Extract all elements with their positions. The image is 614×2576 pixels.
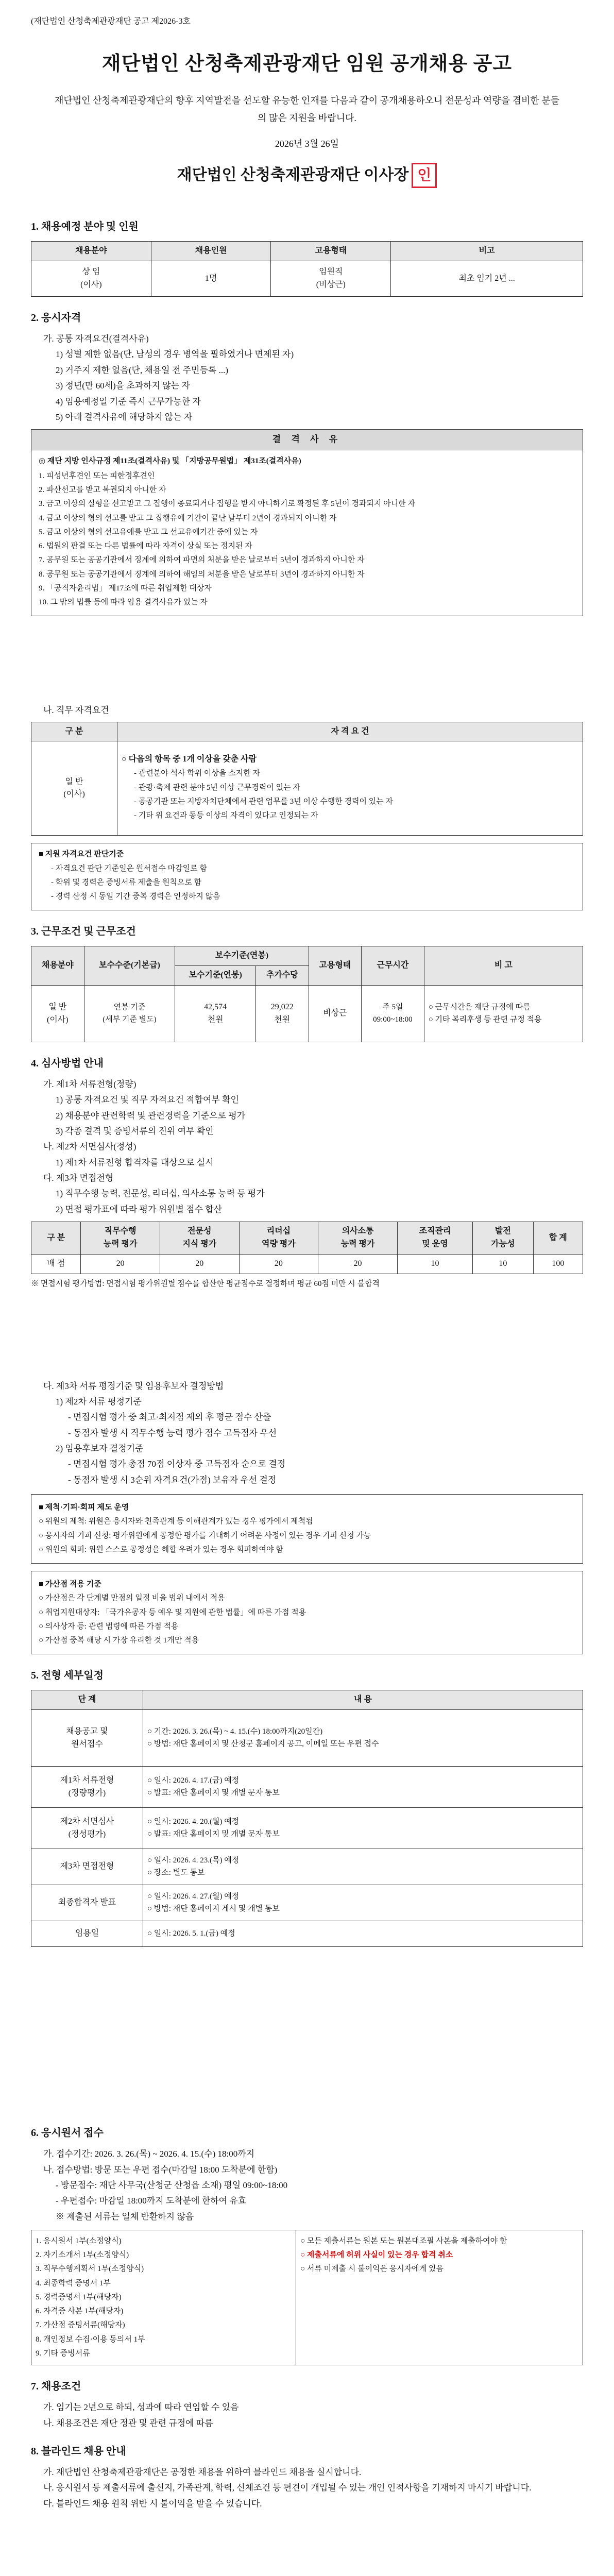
documents-table (31, 2230, 583, 2365)
list-item: ○ 취업지원대상자: 「국가유공자 등 예우 및 지원에 관한 법률」에 따른 가점 적용 (39, 1608, 306, 1617)
page-title: 재단법인 산청축제관광재단 임원 공개채용 공고 (101, 53, 513, 75)
section-5-heading: 5. 전형 세부일정 (31, 1670, 104, 1682)
recusal-list (39, 1502, 575, 1556)
col-header: 구 분 (31, 1222, 81, 1255)
col-header: 전문성 지식 평가 (160, 1222, 239, 1255)
table-row (31, 1710, 583, 1767)
list-item: 2) 임용후보자 결정기준 (56, 1444, 144, 1454)
table-cell: 20 (81, 1254, 160, 1274)
list-item: 6. 법원의 판결 또는 다른 법률에 따라 자격이 상실 또는 정지된 자 (39, 542, 252, 551)
col-header: 자 격 요 건 (117, 722, 583, 741)
col-header: 근무시간 (362, 946, 424, 986)
list-item: - 관련분야 석사 학위 이상을 소지한 자 (134, 769, 260, 778)
table-cell: 최종합격자 발표 (31, 1885, 143, 1921)
list-item: ■ 가산점 적용 기준 (39, 1580, 101, 1589)
signer-name: 재단법인 산청축제관광재단 이사장 (177, 166, 409, 183)
list-item: ○ 의사상자 등: 관련 법령에 따른 가점 적용 (39, 1622, 179, 1631)
note-list (39, 863, 575, 903)
table-cell: 배 점 (31, 1254, 81, 1274)
col-header: 비고 (391, 242, 583, 261)
list-item: ○ 가산점 중복 해당 시 가장 유리한 것 1개만 적용 (39, 1636, 199, 1645)
list-item: ○ 모든 제출서류는 원본 또는 원본대조필 사본을 제출하여야 함 (300, 2236, 507, 2245)
conditions-list (31, 2401, 583, 2430)
table-cell: ○ 일시: 2026. 4. 23.(목) 예정 ○ 장소: 별도 통보 (143, 1849, 583, 1885)
box-subtitle: ◎ 재단 지방 인사규정 제11조(결격사유) 및 「지방공무원법」 제31조(결격사유) (39, 456, 301, 465)
list-item: ※ 제출된 서류는 일체 반환하지 않음 (56, 2211, 194, 2222)
table-cell: 비상근 (309, 986, 362, 1042)
list-item: 1) 제1차 서류전형 합격자를 대상으로 실시 (56, 1157, 214, 1167)
list-item: - 면접시험 평가 총점 70점 이상자 중 고득점자 순으로 결정 (68, 1459, 286, 1469)
list-item: 다. 제3차 서류 평정기준 및 임용후보자 결정방법 (43, 1381, 224, 1391)
list-item: ○ 제출서류에 허위 사실이 있는 경우 합격 취소 (300, 2251, 453, 2260)
table-cell: ○ 일시: 2026. 4. 27.(월) 예정 ○ 방법: 재단 홈페이지 게시 및 개별 통보 (143, 1885, 583, 1921)
list-item: 2) 채용분야 관련학력 및 관련경력을 기준으로 평가 (56, 1110, 246, 1121)
disqualification-list (39, 470, 575, 609)
section-2-heading: 2. 응시자격 (31, 312, 81, 324)
list-item: ■ 제척·기피·회피 제도 운영 (39, 1503, 129, 1512)
section-7-heading: 7. 채용조건 (31, 2381, 81, 2393)
conditions-table (31, 946, 583, 1042)
list-item: 1) 성별 제한 없음(단, 남성의 경우 병역을 필하였거나 면제된 자) (56, 349, 294, 360)
section-3-heading: 3. 근무조건 및 근무조건 (31, 926, 136, 938)
list-item: 3. 금고 이상의 실형을 선고받고 그 집행이 종료되거나 집행을 받지 아니하기로 확정된 후 5년이 경과되지 아니한 자 (39, 500, 415, 509)
list-item: 나. 응시원서 등 제출서류에 출신지, 가족관계, 학력, 신체조건 등 편견이 개입될 수 있는 개인 인적사항을 기재하지 마시기 바랍니다. (43, 2483, 532, 2493)
table-row (31, 1767, 583, 1808)
list-item: 3) 각종 결격 및 증빙서류의 진위 여부 확인 (56, 1126, 214, 1137)
list-item: 6. 자격증 사본 1부(해당자) (36, 2307, 124, 2316)
notice-number: (재단법인 산청축제관광재단 공고 제2026-3호 (31, 17, 191, 26)
table-cell: ○ 일시: 2026. 4. 20.(월) 예정 ○ 발표: 재단 홈페이지 및 개별 문자 통보 (143, 1808, 583, 1849)
list-item: 2) 거주지 제한 없음(단, 채용일 전 주민등록 ...) (56, 365, 228, 375)
list-item: 9. 기타 증빙서류 (36, 2349, 90, 2358)
table-cell: 임용일 (31, 1921, 143, 1947)
list-item: - 관광·축제 관련 분야 5년 이상 근무경력이 있는 자 (134, 783, 300, 792)
table-cell: 42,574 천원 (175, 986, 256, 1042)
col-header: 직무수행 능력 평가 (81, 1222, 160, 1255)
list-item: - 경력 산정 시 동일 기간 중복 경력은 인정하지 않음 (51, 892, 220, 901)
table-cell (117, 741, 583, 836)
list-item: 가. 재단법인 산청축제관광재단은 공정한 채용을 위하여 블라인드 채용을 실시합니다. (43, 2467, 362, 2477)
col-header: 구 분 (31, 722, 117, 741)
blind-list (31, 2466, 583, 2511)
list-item: - 우편접수: 마감일 18:00까지 도착분에 한하여 유효 (56, 2196, 247, 2206)
recruit-table (31, 241, 583, 297)
table-cell: 임원직 (비상근) (271, 261, 391, 297)
list-item: 다. 블라인드 채용 원칙 위반 시 불이익을 받을 수 있습니다. (43, 2498, 262, 2509)
col-header: 고용형태 (309, 946, 362, 986)
list-item: 2. 파산선고를 받고 복권되지 아니한 자 (39, 486, 166, 495)
list-item: - 방문접수: 재단 사무국(산청군 산청읍 소재) 평일 09:00~18:00 (56, 2180, 288, 2190)
list-item: 다. 제3차 면접전형 (43, 1173, 114, 1183)
table-cell: 10 (473, 1254, 534, 1274)
table-cell: ○ 기간: 2026. 3. 26.(목) ~ 4. 15.(수) 18:00까지(20일간) ○ 방법: 재단 홈페이지 및 산청군 홈페이지 공고, 이메일 또는 우편 접수 (143, 1710, 583, 1767)
list-item: ○ 응시자의 기피 신청: 평가위원에게 공정한 평가를 기대하기 어려운 사정이 있는 경우 기피 신청 가능 (39, 1531, 371, 1540)
list-item: 9. 「공직자윤리법」 제17조에 따른 취업제한 대상자 (39, 584, 212, 592)
col-header: 보수기준(연봉) (175, 946, 309, 966)
scoring-note: ※ 면접시험 평가방법: 면접시험 평가위원별 점수를 합산한 평균점수로 결정하며 평균 60점 미만 시 불합격 (31, 1279, 380, 1288)
disqualification-box (31, 429, 583, 616)
scoring-table (31, 1222, 583, 1274)
list-item: ○ 위원의 제척: 위원은 응시자와 친족관계 등 이해관계가 있는 경우 평가에서 제척됨 (39, 1517, 313, 1526)
list-item: 나. 채용조건은 재단 정관 및 관련 규정에 따름 (43, 2418, 213, 2428)
list-item: ○ 위원의 회피: 위원 스스로 공정성을 해할 우려가 있는 경우 회피하여야 함 (39, 1545, 283, 1554)
qual-list (31, 332, 583, 424)
table-cell: 최초 임기 2년 ... (391, 261, 583, 297)
list-item: 가. 공통 자격요건(결격사유) (43, 334, 149, 344)
list-item: - 동점자 발생 시 3순위 자격요건(가점) 보유자 우선 결정 (68, 1475, 277, 1485)
list-item: 5. 경력증명서 1부(해당자) (36, 2293, 122, 2301)
section-4-heading: 4. 심사방법 안내 (31, 1058, 104, 1070)
list-item: 3. 직무수행계획서 1부(소정양식) (36, 2265, 144, 2274)
list-item: 1. 응시원서 1부(소정양식) (36, 2236, 122, 2245)
decision-list (31, 1380, 583, 1487)
list-item: 가. 접수기간: 2026. 3. 26.(목) ~ 2026. 4. 15.(수) 18:00까지 (43, 2149, 255, 2159)
table-cell: ○ 근무시간은 재단 규정에 따름 ○ 기타 복리후생 등 관련 규정 적용 (424, 986, 583, 1042)
bonus-list (39, 1579, 575, 1647)
col-header: 보수기준(연봉) (175, 966, 256, 986)
list-item: 4. 금고 이상의 형의 선고를 받고 그 집행유예 기간이 끝난 날부터 2년이 경과되지 아니한 자 (39, 514, 337, 522)
documents-notes-cell (296, 2230, 583, 2365)
list-item: - 기타 위 요건과 동등 이상의 자격이 있다고 인정되는 자 (134, 811, 318, 820)
qual-items (122, 768, 578, 822)
col-header: 내 용 (143, 1690, 583, 1710)
col-header: 추가수당 (255, 966, 309, 986)
list-item: 1) 공통 자격요건 및 직무 자격요건 적합여부 확인 (56, 1095, 239, 1105)
col-header: 채용인원 (151, 242, 271, 261)
col-header: 합 계 (533, 1222, 583, 1255)
documents-cell (31, 2230, 296, 2365)
duty-qual-table (31, 722, 583, 836)
list-item: 1) 제2차 서류 평정기준 (56, 1397, 142, 1407)
table-row (31, 261, 583, 297)
schedule-table (31, 1690, 583, 1947)
table-row (31, 1885, 583, 1921)
col-header: 리더십 역량 평가 (239, 1222, 318, 1255)
table-cell: ○ 일시: 2026. 5. 1.(금) 예정 (143, 1921, 583, 1947)
table-cell: 20 (160, 1254, 239, 1274)
list-item: 2. 자기소개서 1부(소정양식) (36, 2251, 129, 2260)
list-item: 7. 가산점 증빙서류(해당자) (36, 2321, 125, 2330)
col-header: 채용분야 (31, 242, 151, 261)
recusal-box (31, 1494, 583, 1564)
bonus-box (31, 1571, 583, 1654)
list-item: 2) 면접 평가표에 따라 평가 위원별 점수 합산 (56, 1204, 223, 1214)
table-cell: 10 (397, 1254, 472, 1274)
col-header: 단 계 (31, 1690, 143, 1710)
list-item: - 면접시험 평가 중 최고·최저점 제외 후 평균 점수 산출 (68, 1412, 271, 1422)
list-item: ○ 서류 미제출 시 불이익은 응시자에게 있음 (300, 2265, 444, 2274)
table-cell: 20 (239, 1254, 318, 1274)
list-item: 8. 공무원 또는 공공기관에서 징계에 의하여 해임의 처분을 받은 날로부터 3년이 경과하지 아니한 자 (39, 570, 365, 579)
table-cell: 제3차 면접전형 (31, 1849, 143, 1885)
documents-notes (300, 2235, 578, 2276)
table-cell: 상 임 (이사) (31, 261, 151, 297)
signer (31, 163, 583, 188)
col-header: 보수수준(기본급) (84, 946, 175, 986)
intro-text: 재단법인 산청축제관광재단의 향후 지역발전을 선도할 유능한 인재를 다음과 같이 공개채용하오니 전문성과 역량을 겸비한 분들의 많은 지원을 바랍니다. (54, 95, 560, 123)
box-title: 결 격 사 유 (31, 430, 583, 450)
table-cell: 제2차 서면심사 (정성평가) (31, 1808, 143, 1849)
list-item: 8. 개인정보 수집·이용 동의서 1부 (36, 2335, 145, 2344)
list-item: - 공공기관 또는 지방자치단체에서 관련 업무를 3년 이상 수행한 경력이 있는 자 (134, 797, 393, 806)
table-row (31, 1254, 583, 1274)
table-cell: 제1차 서류전형 (정량평가) (31, 1767, 143, 1808)
table-cell: 100 (533, 1254, 583, 1274)
list-item: 3) 정년(만 60세)을 초과하지 않는 자 (56, 381, 190, 391)
note-title: ■ 지원 자격요건 판단기준 (39, 850, 124, 859)
list-item: 4. 최종학력 증명서 1부 (36, 2279, 111, 2287)
list-item: 1) 직무수행 능력, 전문성, 리더십, 의사소통 능력 등 평가 (56, 1189, 265, 1199)
section-6-heading: 6. 응시원서 접수 (31, 2127, 104, 2139)
qual-title: ○ 다음의 항목 중 1개 이상을 갖춘 사람 (122, 754, 257, 764)
table-row (31, 1808, 583, 1849)
list-item: 10. 그 밖의 법률 등에 따라 임용 결격사유가 있는 자 (39, 598, 208, 607)
table-cell: 일 반 (이사) (31, 741, 117, 836)
table-cell: 연봉 기준 (세부 기준 별도) (84, 986, 175, 1042)
col-header: 고용형태 (271, 242, 391, 261)
list-item: 5) 아래 결격사유에 해당하지 않는 자 (56, 412, 193, 422)
list-item: 가. 임기는 2년으로 하되, 성과에 따라 연임할 수 있음 (43, 2402, 239, 2413)
table-cell: 주 5일 09:00~18:00 (362, 986, 424, 1042)
section-1-heading: 1. 채용예정 분야 및 인원 (31, 221, 139, 233)
screening-list (31, 1078, 583, 1216)
table-cell: 채용공고 및 원서접수 (31, 1710, 143, 1767)
table-row (31, 986, 583, 1042)
list-item: 가. 제1차 서류전형(정량) (43, 1079, 137, 1090)
list-item: - 자격요건 판단 기준일은 원서접수 마감일로 함 (51, 864, 207, 873)
notice-date: 2026년 3월 26일 (275, 139, 339, 149)
table-row (31, 1921, 583, 1947)
list-item: ○ 가산점은 각 단계별 만점의 일정 비율 범위 내에서 적용 (39, 1594, 225, 1603)
table-cell: 20 (318, 1254, 398, 1274)
col-header: 발전 가능성 (473, 1222, 534, 1255)
table-row (31, 741, 583, 836)
list-item: 나. 접수방법: 방문 또는 우편 접수(마감일 18:00 도착분에 한함) (43, 2164, 278, 2175)
table-cell: 1명 (151, 261, 271, 297)
subsection-heading: 나. 직무 자격요건 (43, 705, 109, 716)
list-item: - 학위 및 경력은 증빙서류 제출을 원칙으로 함 (51, 878, 202, 887)
application-list (31, 2147, 583, 2224)
list-item: 5. 금고 이상의 형의 선고유예를 받고 그 선고유예기간 중에 있는 자 (39, 528, 258, 536)
col-header: 채용분야 (31, 946, 84, 986)
table-cell: ○ 일시: 2026. 4. 17.(금) 예정 ○ 발표: 재단 홈페이지 및 개별 문자 통보 (143, 1767, 583, 1808)
qual-note-box (31, 843, 583, 910)
col-header: 조직관리 및 운영 (397, 1222, 472, 1255)
list-item: 4) 임용예정일 기준 즉시 근무가능한 자 (56, 396, 201, 406)
official-seal-icon: 인 (412, 163, 437, 188)
table-cell: 29,022 천원 (255, 986, 309, 1042)
col-header: 의사소통 능력 평가 (318, 1222, 398, 1255)
col-header: 비 고 (424, 946, 583, 986)
table-cell: 일 반 (이사) (31, 986, 84, 1042)
section-8-heading: 8. 블라인드 채용 안내 (31, 2445, 126, 2457)
list-item: 1. 피성년후견인 또는 피한정후견인 (39, 471, 155, 480)
table-row (31, 1849, 583, 1885)
list-item: 7. 공무원 또는 공공기관에서 징계에 의하여 파면의 처분을 받은 날로부터 5년이 경과하지 아니한 자 (39, 556, 365, 565)
list-item: - 동점자 발생 시 직무수행 능력 평가 점수 고득점자 우선 (68, 1428, 277, 1438)
list-item: 나. 제2차 서면심사(정성) (43, 1142, 137, 1152)
documents-list (36, 2235, 292, 2360)
